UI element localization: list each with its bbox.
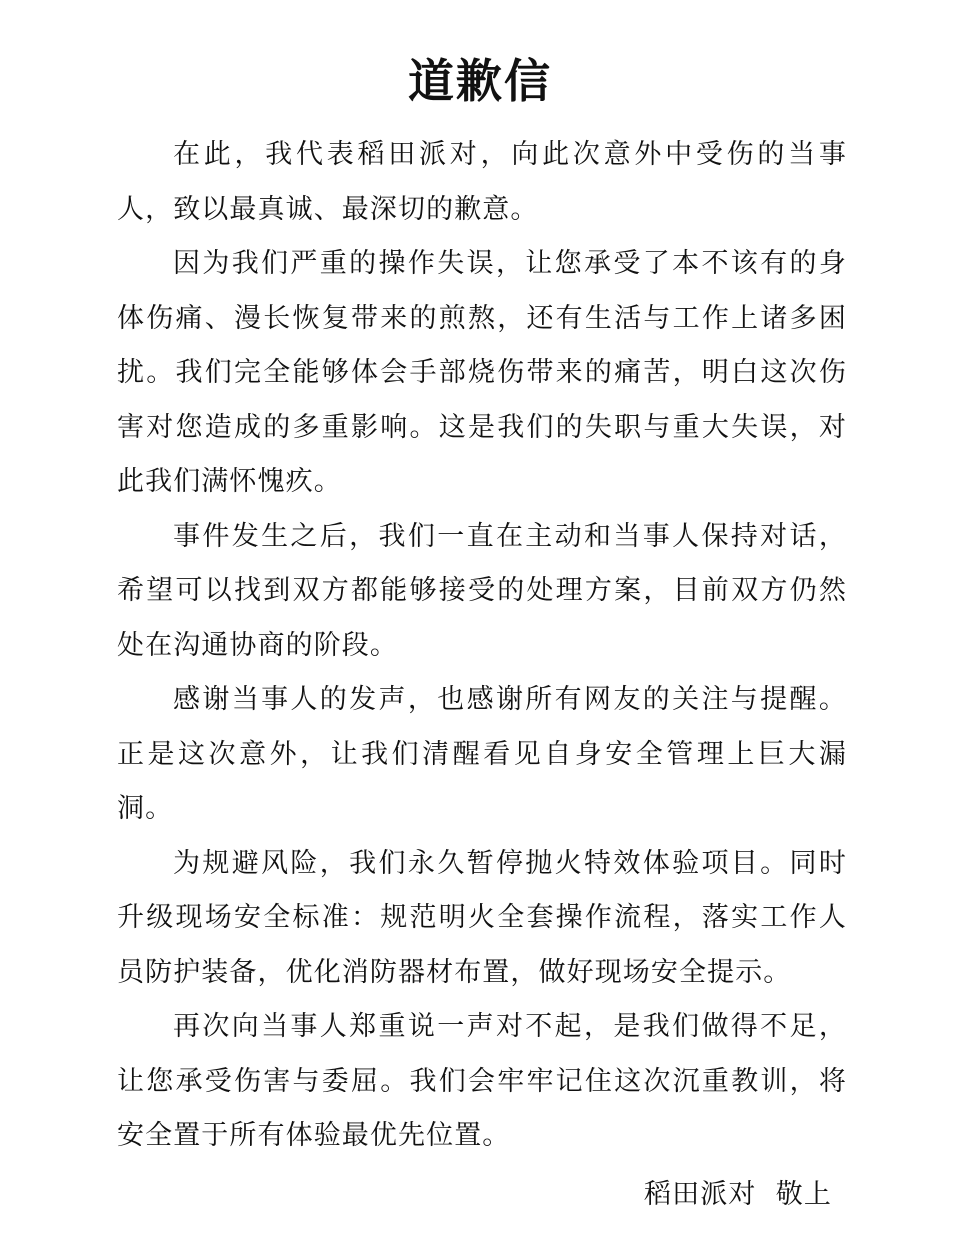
- paragraph-2: 因为我们严重的操作失误，让您承受了本不该有的身体伤痛、漫长恢复带来的煎熬，还有生活与工作上诸多困扰。我们完全能够体会手部烧伤带来的痛苦，明白这次伤害对您造成的多重影响。这是我们的失职与重大失误，对此我们满怀愧疚。: [117, 248, 847, 497]
- letter-title: 道歉信: [408, 54, 552, 108]
- paragraph-4: 感谢当事人的发声，也感谢所有网友的关注与提醒。正是这次意外，让我们清醒看见自身安全管理上巨大漏洞。: [117, 684, 847, 824]
- paragraph-1: 在此，我代表稻田派对，向此次意外中受伤的当事人，致以最真诚、最深切的歉意。: [117, 139, 847, 225]
- paragraph-5: 为规避风险，我们永久暂停抛火特效体验项目。同时升级现场安全标准：规范明火全套操作流程，落实工作人员防护装备，优化消防器材布置，做好现场安全提示。: [117, 847, 847, 988]
- letter-body: [117, 128, 847, 1164]
- letter-signature: 稻田派对 敬上: [644, 1179, 832, 1210]
- paragraph-3: 事件发生之后，我们一直在主动和当事人保持对话，希望可以找到双方都能够接受的处理方案，目前双方仍然处在沟通协商的阶段。: [117, 520, 847, 661]
- paragraph-6: 再次向当事人郑重说一声对不起，是我们做得不足，让您承受伤害与委屈。我们会牢牢记住这次沉重教训，将安全置于所有体验最优先位置。: [117, 1011, 847, 1151]
